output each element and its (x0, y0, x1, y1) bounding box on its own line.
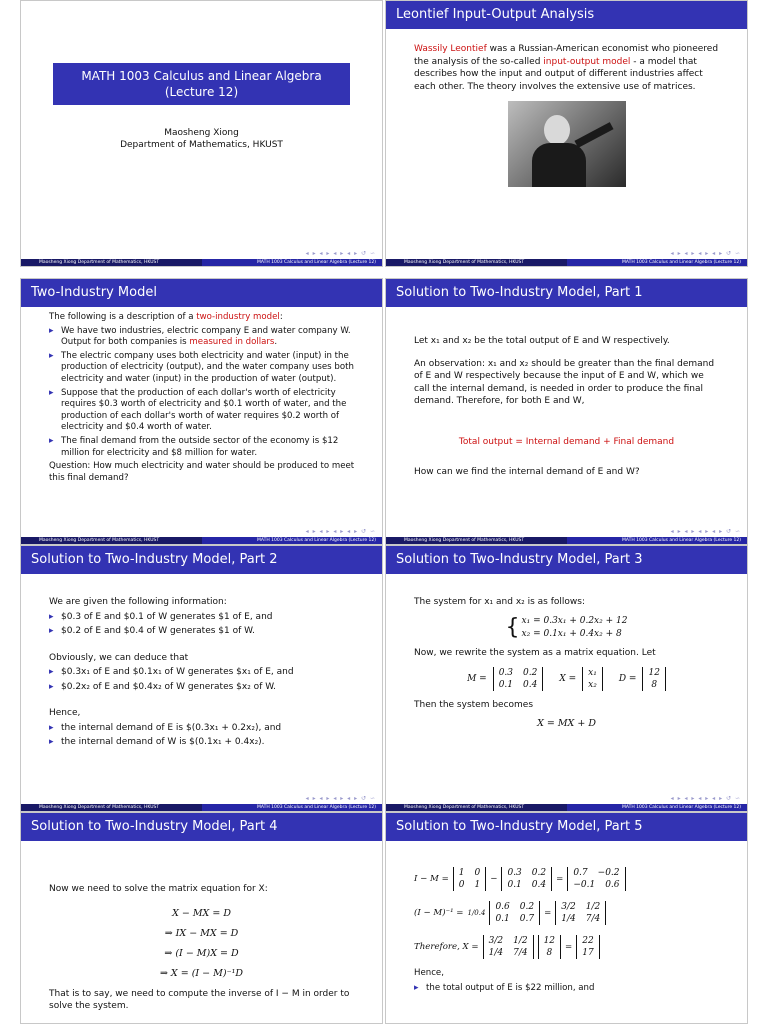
footer-right: MATH 1003 Calculus and Linear Algebra (Lecture 12) (567, 259, 748, 266)
matrix-cell: 0 (458, 880, 465, 890)
matrix-cell: 1/4 (488, 948, 504, 958)
text-part: - a model that describes how the input and output of different industries affect each other. The theory involves the extensive use of matrices. (414, 56, 703, 92)
footer-left: Maosheng Xiong Department of Mathematics, HKUST (21, 537, 202, 544)
footer-left: Maosheng Xiong Department of Mathematics, HKUST (386, 804, 567, 811)
matrix-inverse (483, 935, 534, 959)
matrix-cell: 0 (474, 868, 481, 878)
matrix-cell: −0.2 (597, 868, 620, 878)
equals-sign: = (544, 907, 552, 918)
deduce-text: Obviously, we can deduce that (49, 652, 189, 663)
leontief-paragraph (414, 43, 719, 93)
matrix-i (453, 867, 486, 891)
slide-title-bar: Solution to Two-Industry Model, Part 5 (386, 813, 747, 841)
matrix-x (582, 667, 603, 691)
matrix-cell: 1/2 (513, 936, 528, 946)
equation-system (414, 615, 719, 641)
slide-part1 (385, 278, 748, 545)
equals-sign: = (556, 873, 564, 884)
derivation-line-2: ⇒ IX − MX = D (164, 927, 239, 939)
photo-suit (532, 143, 586, 187)
solution-label: Therefore, X = (414, 941, 479, 952)
slide-footer (386, 804, 747, 811)
slide-part3 (385, 545, 748, 812)
given-text: We are given the following information: (49, 597, 227, 607)
leontief-photo (508, 101, 626, 187)
slide-body (21, 841, 382, 1013)
footer-left: Maosheng Xiong Department of Mathematics, HKUST (21, 804, 202, 811)
question-text: How can we find the internal demand of E and W? (414, 467, 640, 477)
hence-text: Hence, (414, 968, 444, 978)
matrix-cell: 0.6 (605, 880, 620, 890)
matrix-d (538, 935, 561, 959)
brace-icon: { (505, 614, 520, 640)
matrix-cell: 17 (582, 948, 594, 958)
matrix-cell: 0.4 (523, 680, 538, 690)
matrix-cell: 0.2 (519, 902, 535, 912)
matrix-cell: 8 (651, 680, 658, 690)
text-part: : (279, 312, 283, 322)
author-dept: Department of Mathematics, HKUST (120, 140, 283, 150)
slide-part5 (385, 812, 748, 1024)
d-label: D = (618, 673, 637, 684)
slide-footer (386, 537, 747, 544)
matrix-cell: x₂ (588, 680, 597, 690)
hence-text: Hence, (49, 708, 81, 718)
photo-arm (574, 122, 613, 148)
inverse-label: (I − M)⁻¹ = (414, 907, 464, 918)
intro-text (49, 312, 366, 324)
given-bullets (49, 611, 354, 638)
matrix-cell: 0.3 (498, 668, 514, 678)
inverse-text: That is to say, we need to compute the inverse of I − M in order to solve the system. (49, 988, 350, 1011)
matrix-cell: 8 (546, 948, 553, 958)
slide-body (386, 841, 747, 994)
solution-row (414, 935, 719, 959)
text-part: was a Russian-American economist who pioneered the analysis of the so-called (414, 44, 719, 67)
list-item (49, 326, 366, 349)
list-item: ▸ the internal demand of E is $(0.3x₁ + 0.2x₂), and (49, 722, 354, 735)
matrix-cell: −0.1 (573, 880, 596, 890)
derivation-line-4: ⇒ X = (I − M)⁻¹D (159, 967, 244, 979)
rewrite-text: Now, we rewrite the system as a matrix equation. Let (414, 647, 656, 658)
list-item: ▸ Suppose that the production of each dollar's worth of electricity requires $0.3 worth of electricity and $0.1 worth of water, and the production of each dollar's worth of water requires $0.2 worth of electricity and $0.4 worth of water. (49, 388, 366, 434)
matrix-definitions (414, 667, 719, 691)
lecture-title-box (53, 63, 350, 105)
matrix-cell: 1 (458, 868, 465, 878)
system-line-1: x₁ = 0.3x₁ + 0.2x₂ + 12 (521, 615, 628, 626)
list-item: ▸ The electric company uses both electricity and water (input) in the production of electricity (output), and the water company uses both electricity and water (input) in the production of water (output). (49, 351, 366, 386)
question-text: Question: How much electricity and water should be produced to meet this final demand? (49, 461, 355, 483)
matrix-cell: 0.7 (519, 914, 535, 924)
slide-body (386, 574, 747, 730)
output-equation: Total output = Internal demand + Final demand (458, 436, 675, 447)
system-lines (522, 615, 628, 641)
matrix-d (642, 667, 665, 691)
slide-footer (386, 259, 747, 266)
matrix-cell: 1/2 (585, 902, 601, 912)
inverse-coefficient: 1/0.4 (467, 908, 486, 917)
footer-right: MATH 1003 Calculus and Linear Algebra (Lecture 12) (202, 804, 383, 811)
slide-body (386, 307, 747, 479)
footer-right: MATH 1003 Calculus and Linear Algebra (Lecture 12) (567, 537, 748, 544)
i-minus-m-row (414, 867, 719, 891)
footer-left: Maosheng Xiong Department of Mathematics, HKUST (386, 537, 567, 544)
internal-demand-bullets (49, 722, 354, 749)
footer-right: MATH 1003 Calculus and Linear Algebra (Lecture 12) (202, 537, 383, 544)
nav-icons[interactable]: ◂ ▸ ◂ ▸ ◂ ▸ ◂ ▸ ↺ ∽ (670, 250, 741, 257)
author-block (21, 127, 382, 151)
observation-text: An observation: x₁ and x₂ should be greater than the final demand of E and W respectively because the input of E and W, which we call the internal demand, is needed in order to produce the final demand. Therefore, for both E and W, (414, 358, 715, 406)
slide-body (21, 574, 382, 749)
x-label: X = (559, 673, 577, 684)
measured-term: measured in dollars (189, 337, 275, 348)
definition-text: Let x₁ and x₂ be the total output of E and W respectively. (414, 336, 670, 346)
equals-sign: = (565, 941, 573, 952)
slide-part4 (20, 812, 383, 1024)
inverse-row (414, 901, 719, 925)
matrix-cell: 1/4 (561, 914, 576, 924)
slide-body (386, 29, 747, 187)
footer-left: Maosheng Xiong Department of Mathematics, HKUST (386, 259, 567, 266)
photo-head (544, 115, 570, 145)
matrix-m (493, 667, 544, 691)
matrix-cell: 0.1 (507, 880, 522, 890)
system-intro: The system for x₁ and x₂ is as follows: (414, 597, 585, 607)
deduce-bullets (49, 666, 354, 693)
m-label: M = (467, 673, 487, 684)
slide-title-bar: Solution to Two-Industry Model, Part 2 (21, 546, 382, 574)
list-item: ▸ $0.2 of E and $0.4 of W generates $1 of W. (49, 625, 354, 638)
leontief-name: Wassily Leontief (414, 44, 487, 54)
matrix-cell: 0.1 (498, 680, 514, 690)
slide-two-industry (20, 278, 383, 545)
minus-sign: − (490, 873, 498, 884)
list-item: ▸ the total output of E is $22 million, and (414, 982, 719, 995)
matrix-cell: 12 (648, 668, 660, 678)
matrix-cell: 0.6 (495, 902, 510, 912)
slide-title-bar: Solution to Two-Industry Model, Part 1 (386, 279, 747, 307)
list-item: ▸ $0.3x₁ of E and $0.1x₁ of W generates $x₁ of E, and (49, 666, 354, 679)
slide-title-bar: Solution to Two-Industry Model, Part 4 (21, 813, 382, 841)
derivation-line-3: ⇒ (I − M)X = D (164, 947, 239, 959)
text-part: The following is a description of a (49, 312, 197, 322)
slide-footer (21, 259, 382, 266)
matrix-cell: 7/4 (513, 948, 528, 958)
matrix-cell: 22 (582, 936, 594, 946)
matrix-cell: 0.7 (573, 868, 588, 878)
list-item: ▸ the internal demand of W is $(0.1x₁ + 0.4x₂). (49, 736, 354, 749)
lecture-number: (Lecture 12) (164, 85, 239, 99)
matrix-inverse (555, 901, 606, 925)
text-part: . (274, 337, 278, 348)
lecture-title: MATH 1003 Calculus and Linear Algebra (81, 69, 322, 83)
slide-title-bar: Leontief Input-Output Analysis (386, 1, 747, 29)
slide-title (20, 0, 383, 267)
i-minus-m-label: I − M = (414, 873, 449, 884)
model-bullets (49, 326, 366, 460)
matrix-cell: 0.1 (495, 914, 510, 924)
matrix-m (501, 867, 552, 891)
derivation-line-1: X − MX = D (172, 907, 231, 919)
matrix-cell: 7/4 (585, 914, 601, 924)
matrix-result-1 (567, 867, 625, 891)
nav-icons[interactable]: ◂ ▸ ◂ ▸ ◂ ▸ ◂ ▸ ↺ ∽ (305, 250, 376, 257)
matrix-cell: 3/2 (488, 936, 504, 946)
becomes-text: Then the system becomes (414, 700, 534, 710)
slide-part2 (20, 545, 383, 812)
matrix-equation: X = MX + D (537, 717, 596, 729)
two-industry-term: two-industry model (196, 312, 280, 322)
list-item: ▸ $0.3 of E and $0.1 of W generates $1 of E, and (49, 611, 354, 624)
solve-intro: Now we need to solve the matrix equation for X: (49, 884, 268, 894)
slide-title-bar: Two-Industry Model (21, 279, 382, 307)
matrix-cell: 0.2 (523, 668, 538, 678)
footer-left: Maosheng Xiong Department of Mathematics, HKUST (21, 259, 202, 266)
nav-icons[interactable]: ◂ ▸ ◂ ▸ ◂ ▸ ◂ ▸ ↺ ∽ (305, 528, 376, 535)
list-item: ▸ $0.2x₂ of E and $0.4x₂ of W generates $x₂ of W. (49, 681, 354, 694)
derivation (49, 904, 354, 984)
slide-footer (21, 537, 382, 544)
result-bullets (414, 982, 719, 995)
nav-icons[interactable]: ◂ ▸ ◂ ▸ ◂ ▸ ◂ ▸ ↺ ∽ (670, 795, 741, 802)
matrix-cell: 0.2 (531, 868, 547, 878)
matrix-cell: 3/2 (561, 902, 576, 912)
text-part: We have two industries, electric company E and water company W. Output for both companies is (61, 325, 351, 348)
matrix-cell: 0.3 (507, 868, 522, 878)
matrix-cell: 12 (543, 936, 556, 946)
matrix-result-x (576, 935, 599, 959)
input-output-term: input-output model (543, 56, 631, 67)
slide-leontief (385, 0, 748, 267)
matrix-adjugate (489, 901, 540, 925)
footer-right: MATH 1003 Calculus and Linear Algebra (Lecture 12) (202, 259, 383, 266)
nav-icons[interactable]: ◂ ▸ ◂ ▸ ◂ ▸ ◂ ▸ ↺ ∽ (305, 795, 376, 802)
nav-icons[interactable]: ◂ ▸ ◂ ▸ ◂ ▸ ◂ ▸ ↺ ∽ (670, 528, 741, 535)
footer-right: MATH 1003 Calculus and Linear Algebra (Lecture 12) (567, 804, 748, 811)
system-line-2: x₂ = 0.1x₁ + 0.4x₂ + 8 (521, 628, 622, 639)
slide-footer (21, 804, 382, 811)
slide-body (21, 307, 382, 484)
author-name: Maosheng Xiong (164, 128, 239, 138)
matrix-cell: 0.4 (531, 880, 547, 890)
slide-title-bar: Solution to Two-Industry Model, Part 3 (386, 546, 747, 574)
matrix-cell: 1 (474, 880, 481, 890)
matrix-cell: x₁ (588, 668, 597, 678)
list-item: ▸ The final demand from the outside sector of the economy is $12 million for electricity and $8 million for water. (49, 436, 366, 459)
